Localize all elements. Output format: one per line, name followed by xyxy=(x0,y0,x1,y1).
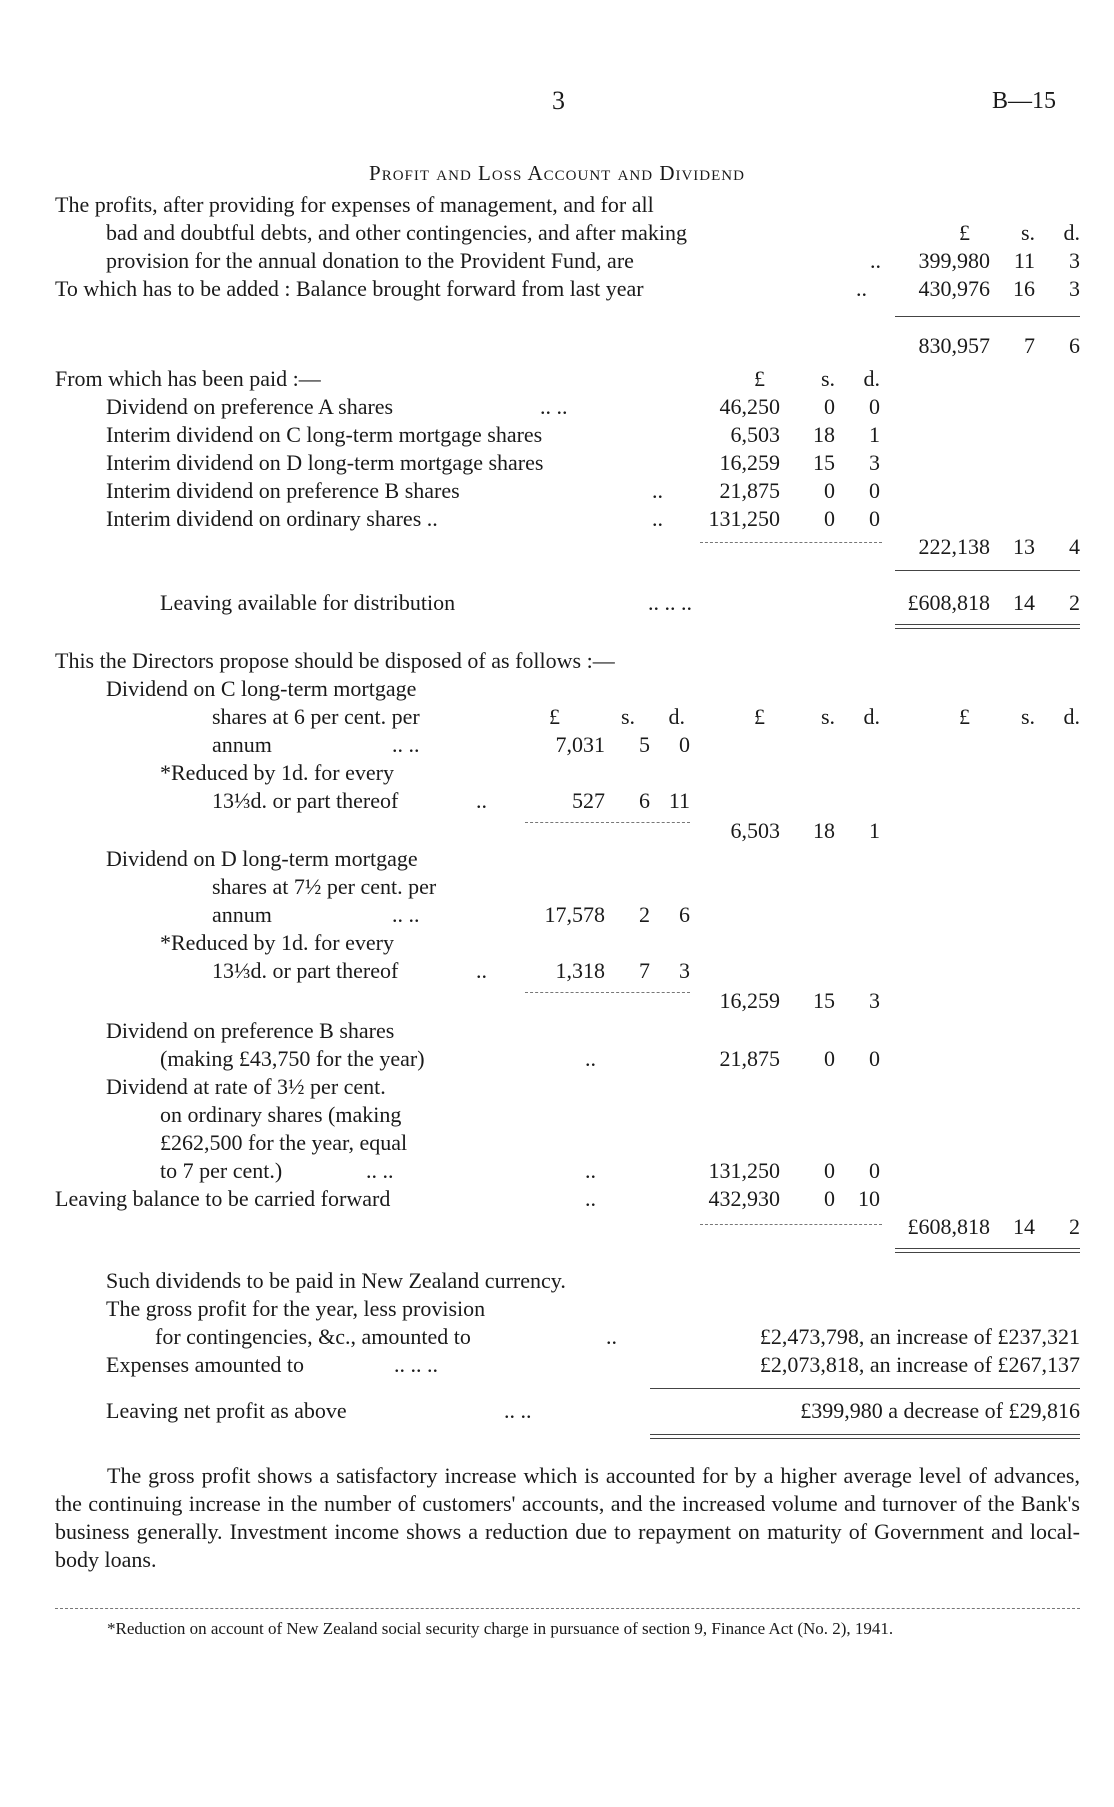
ordinary-amount-pence: 0 xyxy=(869,1158,880,1183)
d-net-shillings: 15 xyxy=(813,988,835,1013)
paid-item-shillings: 0 xyxy=(824,506,835,531)
col-pounds-header: £ xyxy=(754,704,765,729)
proposal-total-shillings: 14 xyxy=(1013,1214,1035,1239)
col-shillings-header: s. xyxy=(620,704,635,729)
paid-total-pounds: 222,138 xyxy=(918,534,990,559)
d-net-pence: 3 xyxy=(869,988,880,1013)
leader-dots: .. xyxy=(652,478,663,503)
b-dividend-label: Dividend on preference B shares xyxy=(106,1018,395,1043)
paid-item-pence: 0 xyxy=(869,394,880,419)
page-title: Profit and Loss Account and Dividend xyxy=(369,161,745,185)
commentary-paragraph: The gross profit shows a satisfactory increase which is accounted for by a higher average level of advances, the continuing increase in the number of customers' accounts, and the increased volume and turnover of the Bank's business generally. Investment income shows a reduction due to repayment on maturity of Government and local-body loans. xyxy=(55,1463,1080,1572)
rule xyxy=(895,1252,1080,1253)
leader-dots: .. .. xyxy=(504,1398,532,1423)
paid-item-pounds: 16,259 xyxy=(719,450,780,475)
rule xyxy=(700,1224,882,1225)
rule xyxy=(895,628,1080,629)
c-reduction-pounds: 527 xyxy=(572,788,605,813)
rule xyxy=(895,1248,1080,1249)
paid-item-label: Interim dividend on ordinary shares .. xyxy=(106,506,438,531)
available-shillings: 14 xyxy=(1013,590,1035,615)
profits-pounds: 399,980 xyxy=(918,248,990,273)
rule xyxy=(895,624,1080,625)
c-gross-shillings: 5 xyxy=(639,732,650,757)
rule xyxy=(895,570,1080,571)
available-pence: 2 xyxy=(1069,590,1080,615)
c-reduction-label: *Reduced by 1d. for every xyxy=(160,760,394,785)
d-gross-pounds: 17,578 xyxy=(544,902,605,927)
balance-carried-forward-label: Leaving balance to be carried forward xyxy=(55,1186,391,1211)
net-profit-label: Leaving net profit as above xyxy=(106,1398,347,1423)
rule xyxy=(700,542,882,543)
b-amount-pence: 0 xyxy=(869,1046,880,1071)
ordinary-dividend-label: £262,500 for the year, equal xyxy=(160,1130,408,1155)
leader-dots: .. .. xyxy=(392,732,420,757)
c-dividend-label: annum xyxy=(212,732,272,757)
balance-bf-pence: 3 xyxy=(1069,276,1080,301)
d-net-pounds: 16,259 xyxy=(719,988,780,1013)
paid-total-shillings: 13 xyxy=(1013,534,1035,559)
gross-profit-label: for contingencies, &c., amounted to xyxy=(155,1324,471,1349)
leader-dots: .. xyxy=(652,506,663,531)
rule xyxy=(650,1434,1080,1435)
available-label: Leaving available for distribution xyxy=(160,590,456,615)
d-gross-shillings: 2 xyxy=(639,902,650,927)
col-pounds-header: £ xyxy=(959,704,970,729)
proposal-total-pence: 2 xyxy=(1069,1214,1080,1239)
total-pence: 6 xyxy=(1069,333,1080,358)
leader-dots: .. xyxy=(476,788,487,813)
leader-dots: .. .. xyxy=(392,902,420,927)
d-reduction-pence: 3 xyxy=(679,958,690,983)
b-amount-pounds: 21,875 xyxy=(719,1046,780,1071)
profits-shillings: 11 xyxy=(1013,248,1035,273)
rule xyxy=(525,992,690,993)
rule xyxy=(895,316,1080,317)
paid-item-pence: 0 xyxy=(869,506,880,531)
paid-item-pounds: 6,503 xyxy=(730,422,780,447)
paid-item-label: Dividend on preference A shares xyxy=(106,394,394,419)
c-dividend-label: shares at 6 per cent. per xyxy=(212,704,420,729)
d-dividend-label: Dividend on D long-term mortgage xyxy=(106,846,418,871)
document-reference: B—15 xyxy=(992,88,1057,114)
ordinary-dividend-label: to 7 per cent.) xyxy=(160,1158,283,1183)
proposal-heading: This the Directors propose should be disposed of as follows :— xyxy=(55,648,615,673)
c-net-pounds: 6,503 xyxy=(730,818,780,843)
leader-dots: .. .. .. xyxy=(648,590,692,615)
total-shillings: 7 xyxy=(1024,333,1035,358)
d-dividend-label: annum xyxy=(212,902,272,927)
balance-brought-forward-label: To which has to be added : Balance brought forward from last year xyxy=(55,276,644,301)
b-amount-shillings: 0 xyxy=(824,1046,835,1071)
col-pence-header: d. xyxy=(863,704,880,729)
col-pence-header: d. xyxy=(1063,220,1080,245)
c-gross-pounds: 7,031 xyxy=(555,732,605,757)
col-pence-header: d. xyxy=(668,704,685,729)
d-reduction-shillings: 7 xyxy=(639,958,650,983)
paid-item-shillings: 18 xyxy=(813,422,835,447)
proposal-total-pounds: £608,818 xyxy=(907,1214,990,1239)
profits-line-2: bad and doubtful debts, and other contingencies, and after making xyxy=(106,220,687,245)
paid-item-shillings: 0 xyxy=(824,394,835,419)
profits-line-3: provision for the annual donation to the Provident Fund, are xyxy=(106,248,634,273)
col-pence-header: d. xyxy=(1063,704,1080,729)
paid-item-pounds: 21,875 xyxy=(719,478,780,503)
currency-note: Such dividends to be paid in New Zealand currency. xyxy=(106,1268,566,1293)
col-shillings-header: s. xyxy=(820,704,835,729)
paid-item-pence: 0 xyxy=(869,478,880,503)
available-pounds: £608,818 xyxy=(907,590,990,615)
c-net-shillings: 18 xyxy=(813,818,835,843)
col-shillings-header: s. xyxy=(1020,704,1035,729)
expenses-value: £2,073,818, an increase of £267,137 xyxy=(759,1352,1080,1377)
leader-dots: .. xyxy=(585,1186,596,1211)
b-dividend-label: (making £43,750 for the year) xyxy=(160,1046,425,1071)
paid-item-pounds: 46,250 xyxy=(719,394,780,419)
paid-item-shillings: 0 xyxy=(824,478,835,503)
rule xyxy=(650,1438,1080,1439)
paid-item-pence: 1 xyxy=(869,422,880,447)
leader-dots: .. xyxy=(870,248,881,273)
c-reduction-label: 13⅓d. or part thereof xyxy=(212,788,399,813)
profits-line-1: The profits, after providing for expenses of management, and for all xyxy=(55,192,654,217)
balance-bf-shillings: 16 xyxy=(1013,276,1035,301)
col-shillings-header: s. xyxy=(820,366,835,391)
paid-item-shillings: 15 xyxy=(813,450,835,475)
expenses-label: Expenses amounted to xyxy=(106,1352,304,1377)
total-pounds: 830,957 xyxy=(918,333,990,358)
leader-dots: .. xyxy=(606,1324,617,1349)
d-dividend-label: shares at 7½ per cent. per xyxy=(212,874,437,899)
c-gross-pence: 0 xyxy=(679,732,690,757)
gross-profit-label: The gross profit for the year, less provision xyxy=(106,1296,486,1321)
d-reduction-label: 13⅓d. or part thereof xyxy=(212,958,399,983)
leader-dots: .. xyxy=(856,276,867,301)
paid-item-pounds: 131,250 xyxy=(708,506,780,531)
footnote-separator xyxy=(55,1608,1080,1609)
d-reduction-label: *Reduced by 1d. for every xyxy=(160,930,394,955)
ordinary-amount-pounds: 131,250 xyxy=(708,1158,780,1183)
profits-pence: 3 xyxy=(1069,248,1080,273)
paid-total-pence: 4 xyxy=(1069,534,1080,559)
ordinary-dividend-label: Dividend at rate of 3½ per cent. xyxy=(106,1074,386,1099)
rule xyxy=(650,1388,1080,1389)
balance-cf-shillings: 0 xyxy=(824,1186,835,1211)
paid-item-label: Interim dividend on preference B shares xyxy=(106,478,460,503)
leader-dots: .. xyxy=(476,958,487,983)
c-net-pence: 1 xyxy=(869,818,880,843)
d-gross-pence: 6 xyxy=(679,902,690,927)
rule xyxy=(525,822,690,823)
leader-dots: .. .. .. xyxy=(394,1352,438,1377)
paid-heading: From which has been paid :— xyxy=(55,366,321,391)
leader-dots: .. .. xyxy=(366,1158,394,1183)
d-reduction-pounds: 1,318 xyxy=(555,958,605,983)
c-reduction-shillings: 6 xyxy=(639,788,650,813)
leader-dots: .. xyxy=(585,1158,596,1183)
col-pounds-header: £ xyxy=(959,220,970,245)
ordinary-dividend-label: on ordinary shares (making xyxy=(160,1102,402,1127)
paid-item-label: Interim dividend on C long-term mortgage shares xyxy=(106,422,543,447)
paid-item-label: Interim dividend on D long-term mortgage shares xyxy=(106,450,544,475)
page-number: 3 xyxy=(552,86,565,115)
c-dividend-label: Dividend on C long-term mortgage xyxy=(106,676,417,701)
ordinary-amount-shillings: 0 xyxy=(824,1158,835,1183)
col-pounds-header: £ xyxy=(754,366,765,391)
paid-item-pence: 3 xyxy=(869,450,880,475)
leader-dots: .. xyxy=(585,1046,596,1071)
gross-profit-value: £2,473,798, an increase of £237,321 xyxy=(759,1324,1080,1349)
balance-bf-pounds: 430,976 xyxy=(918,276,990,301)
balance-cf-pence: 10 xyxy=(858,1186,880,1211)
net-profit-value: £399,980 a decrease of £29,816 xyxy=(800,1398,1080,1423)
col-pounds-header: £ xyxy=(549,704,560,729)
c-reduction-pence: 11 xyxy=(668,788,690,813)
col-shillings-header: s. xyxy=(1020,220,1035,245)
balance-cf-pounds: 432,930 xyxy=(708,1186,780,1211)
leader-dots: .. .. xyxy=(540,394,568,419)
footnote: *Reduction on account of New Zealand social security charge in pursuance of section 9, Finance Act (No. 2), 1941. xyxy=(107,1619,894,1638)
col-pence-header: d. xyxy=(863,366,880,391)
